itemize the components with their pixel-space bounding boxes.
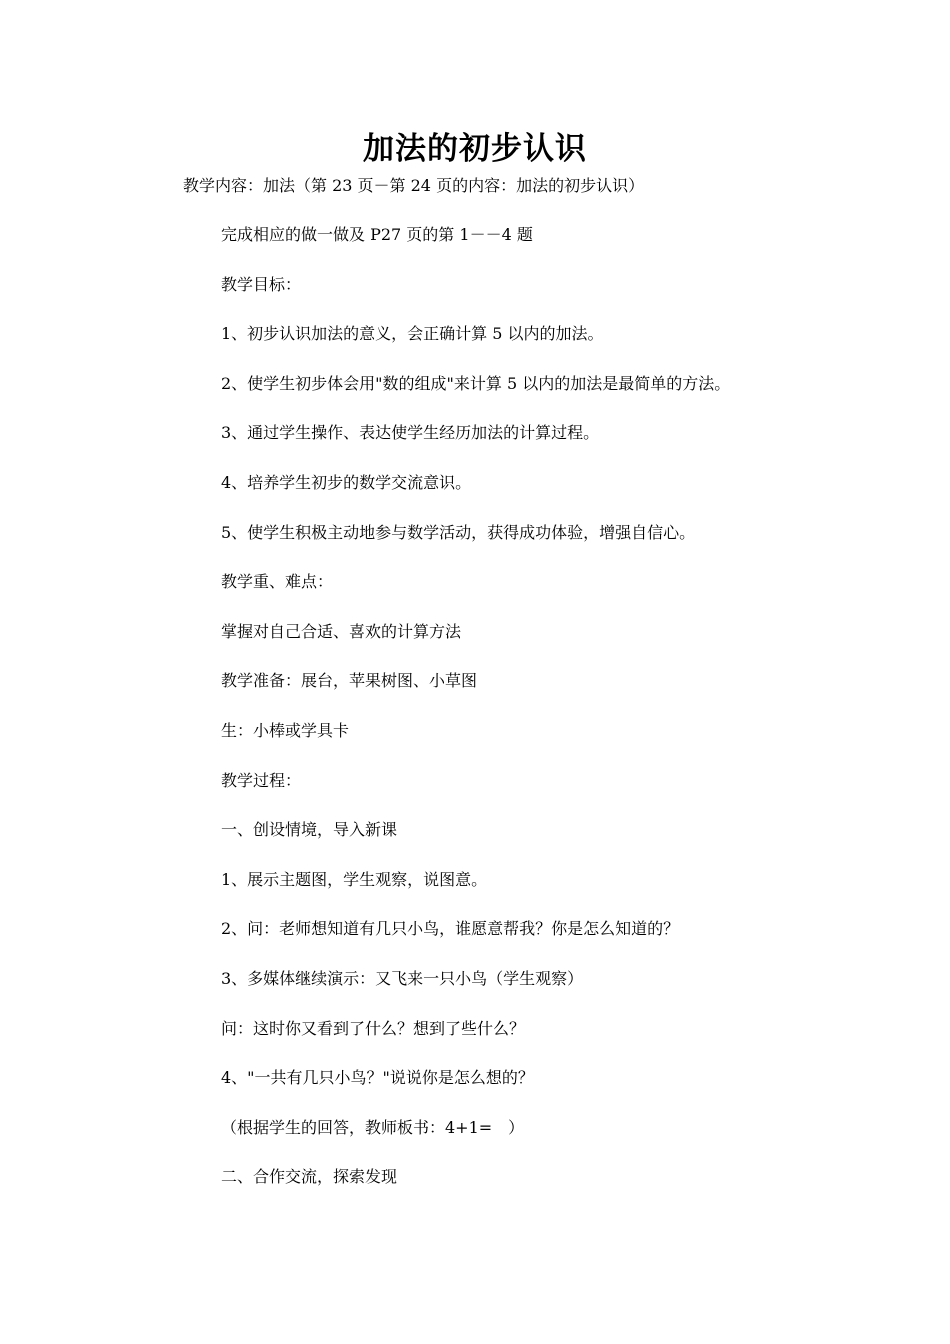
paragraph-student-prep: 生：小棒或学具卡 [221, 720, 350, 740]
document-subtitle: 教学内容：加法（第 23 页－第 24 页的内容：加法的初步认识） [183, 176, 645, 195]
goal-item-1: 1、初步认识加法的意义，会正确计算 5 以内的加法。 [221, 324, 604, 344]
goal-item-5: 5、使学生积极主动地参与数学活动，获得成功体验，增强自信心。 [221, 522, 696, 542]
goal-item-2: 2、使学生初步体会用"数的组成"来计算 5 以内的加法是最简单的方法。 [221, 373, 731, 393]
section-heading-2: 二、合作交流，探索发现 [221, 1167, 398, 1187]
process-step-1: 1、展示主题图，学生观察，说图意。 [221, 869, 488, 889]
process-step-3: 3、多媒体继续演示：又飞来一只小鸟（学生观察） [221, 968, 584, 988]
process-step-4: 4、"一共有几只小鸟？"说说你是怎么想的？ [221, 1068, 534, 1088]
document-body [221, 223, 921, 1215]
goal-item-4: 4、培养学生初步的数学交流意识。 [221, 472, 472, 492]
heading-teaching-goals: 教学目标： [221, 274, 302, 294]
heading-teaching-process: 教学过程： [221, 770, 302, 790]
paragraph-exercises: 完成相应的做一做及 P27 页的第 1－－4 题 [221, 225, 533, 244]
process-board-note: （根据学生的回答，教师板书：4+1= ） [221, 1117, 525, 1137]
paragraph-key-points: 掌握对自己合适、喜欢的计算方法 [221, 621, 462, 641]
document-title: 加法的初步认识 [363, 131, 587, 167]
heading-key-points: 教学重、难点： [221, 572, 334, 592]
process-step-2: 2、问：老师想知道有几只小鸟，谁愿意帮我？你是怎么知道的？ [221, 919, 680, 939]
process-question: 问：这时你又看到了什么？想到了些什么？ [221, 1018, 526, 1038]
paragraph-teacher-prep: 教学准备：展台，苹果树图、小草图 [221, 671, 478, 691]
goal-item-3: 3、通过学生操作、表达使学生经历加法的计算过程。 [221, 423, 600, 443]
section-heading-1: 一、创设情境，导入新课 [221, 820, 398, 840]
